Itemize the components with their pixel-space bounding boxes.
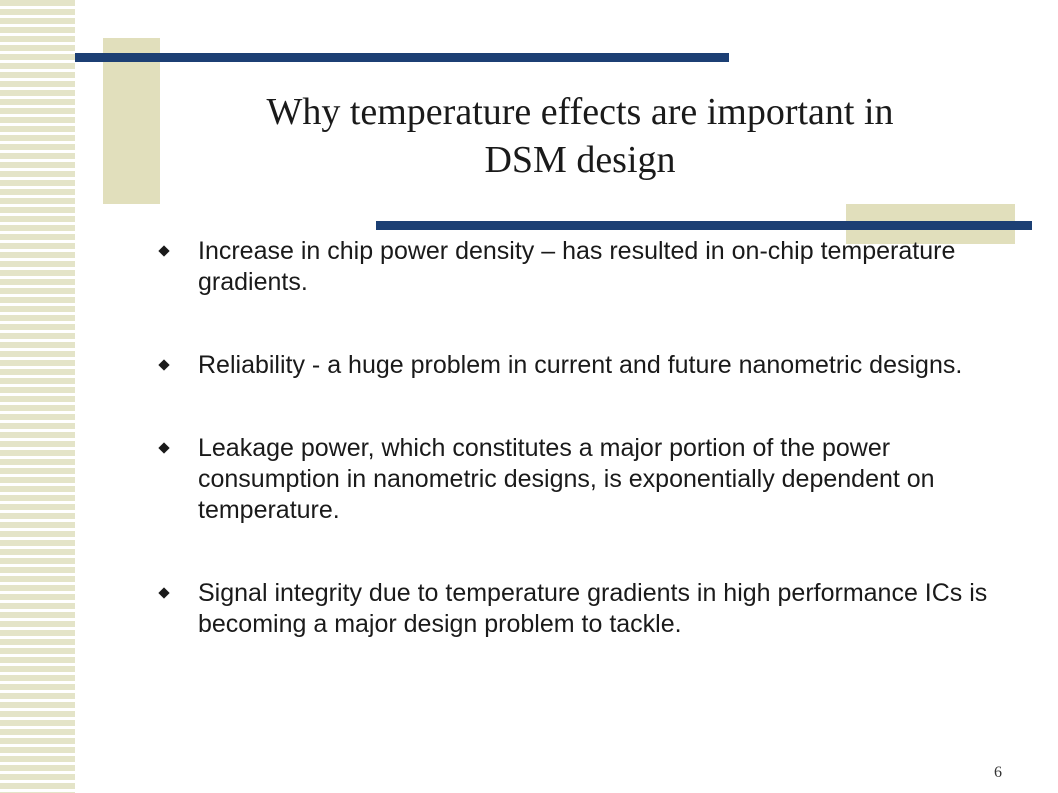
bullet-text: Increase in chip power density – has resulted in on-chip temperature gradients. (198, 237, 956, 296)
bullet-item (160, 578, 1020, 640)
bottom-navy-bar (376, 221, 1032, 230)
left-stripe-decoration (0, 0, 75, 793)
bullet-list (160, 236, 1020, 640)
bullet-text: Signal integrity due to temperature gradients in high performance ICs is becoming a major design problem to tackle. (198, 579, 988, 638)
top-navy-bar (75, 53, 729, 62)
slide-title (180, 88, 980, 184)
slide-title-line-2: DSM design (484, 139, 676, 181)
bullet-item (160, 350, 1020, 381)
slide-title-line-1: Why temperature effects are important in (266, 91, 894, 133)
diamond-bullet-icon (160, 433, 198, 464)
bullet-item (160, 236, 1020, 298)
top-beige-block (103, 38, 160, 204)
page-number: 6 (994, 764, 1002, 781)
bullet-text: Reliability - a huge problem in current and future nanometric designs. (198, 351, 963, 379)
diamond-bullet-icon (160, 236, 198, 267)
diamond-bullet-icon (160, 350, 198, 381)
bullet-item (160, 433, 1020, 526)
diamond-bullet-icon (160, 578, 198, 609)
bullet-text: Leakage power, which constitutes a major portion of the power consumption in nanometric designs, is exponentially dependent on temperature. (198, 434, 935, 524)
